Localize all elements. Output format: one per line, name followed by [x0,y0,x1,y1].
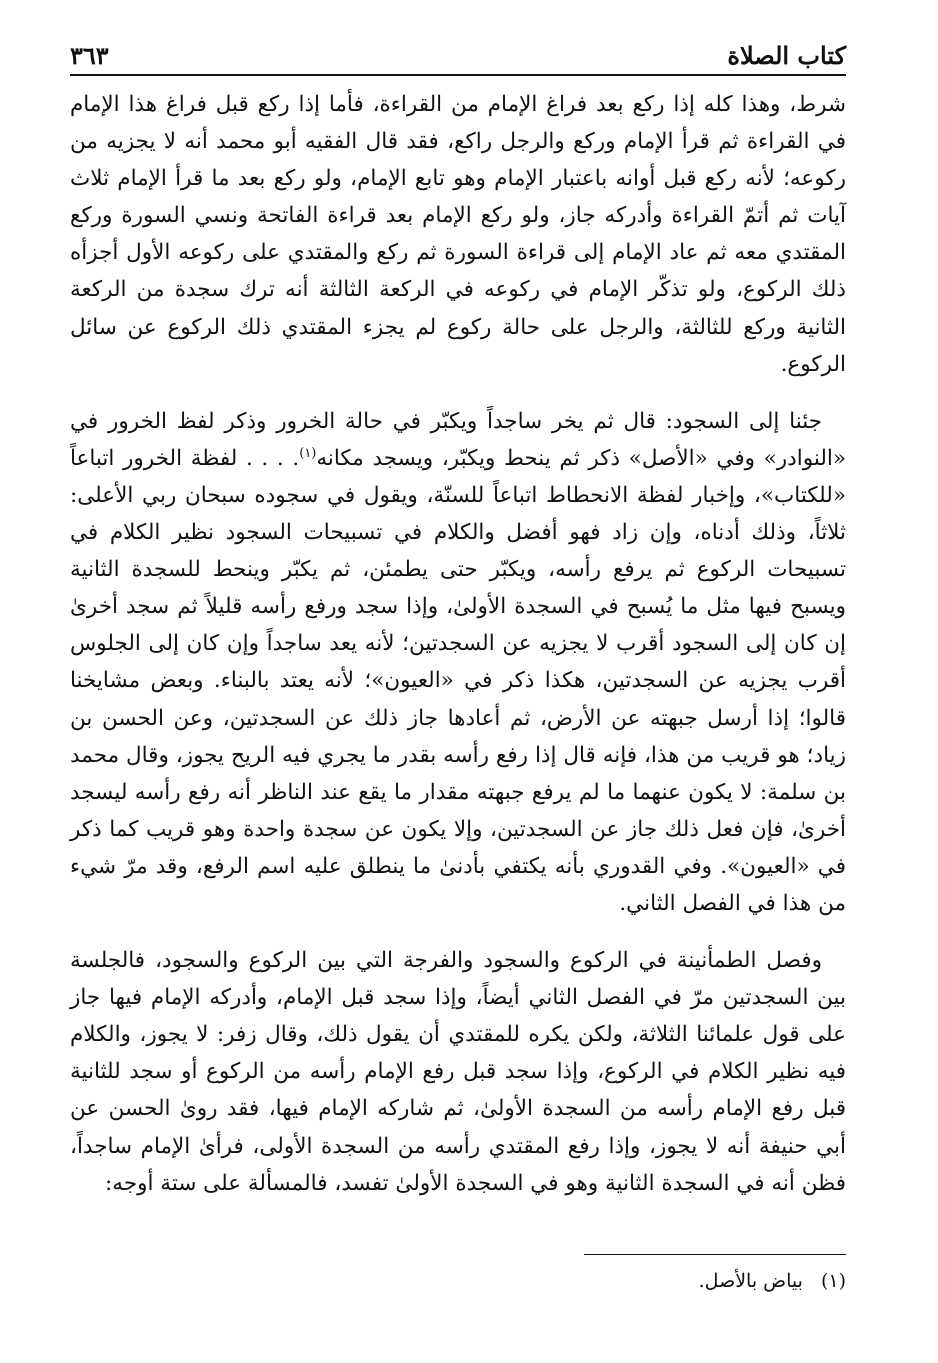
header-rule [70,74,846,76]
paragraph-text: وفصل الطمأنينة في الركوع والسجود والفرجة التي بين الركوع والسجود، فالجلسة بين السجدتين مرّ في الفصل الثاني أيضاً، وإذا سجد قبل الإمام، وأدركه الإمام فيها جاز على قول علمائنا الثلاثة، ولكن يكره للمقتدي أن يقول ذلك، وقال زفر: لا يجوز، والكلام فيه نظير الكلام في الركوع، وإذا سجد قبل رفع الإمام رأسه من الركوع أو سجد للثانية قبل رفع الإمام رأسه من السجدة الأولىٰ، ثم شاركه الإمام فيها، فقد روىٰ الحسن عن أبي حنيفة أنه لا يجوز، وإذا رفع المقتدي رأسه من السجدة الأولى، فرأىٰ الإمام ساجداً، فظن أنه في السجدة الثانية وهو في السجدة الأولىٰ تفسد، فالمسألة على ستة أوجه: [70,948,846,1196]
footnote-number: (١) [820,1270,846,1292]
paragraph-text: جئنا إلى السجود: قال ثم يخر ساجداً ويكبّر في حالة الخرور وذكر لفظ الخرور في «النوادر» وفي «الأصل» ذكر ثم ينحط ويكبّر، ويسجد مكانه [70,408,847,471]
main-text [70,86,846,1202]
footnote [699,1266,846,1296]
running-title: كتاب الصلاة [727,41,846,70]
footnote-text: بياض بالأصل. [698,1270,803,1292]
paragraph [70,942,846,1202]
footnote-reference[interactable]: (١) [299,445,317,461]
paragraph-text-continued: . . . . لفظة الخرور اتباعاً «للكتاب»، وإخبار لفظة الانحطاط اتباعاً للسنّة، ويقول في سجوده سبحان ربي الأعلى: ثلاثاً، وذلك أدناه، وإن زاد فهو أفضل والكلام في تسبيحات السجود نظير الكلام في تسبيحات الركوع ثم يرفع رأسه، ويكبّر حتى يطمئن، ثم يكبّر وينحط للسجدة الثانية ويسبح فيها مثل ما يُسبح في السجدة الأولىٰ، وإذا سجد ورفع رأسه قليلاً ثم سجد أخرىٰ إن كان إلى السجود أقرب لا يجزيه عن السجدتين؛ لأنه يعد ساجداً وإن كان إلى الجلوس أقرب يجزيه عن السجدتين، هكذا ذكر في «العيون»؛ لأنه يعتد بالبناء. وبعض مشايخنا قالوا؛ إذا أرسل جبهته عن الأرض، ثم أعادها جاز ذلك عن السجدتين، وعن الحسن بن زياد؛ هو قريب من هذا، فإنه قال إذا رفع رأسه بقدر ما يجري فيه الريح يجوز، وقال محمد بن سلمة: لا يكون عنهما ما لم يرفع جبهته مقدار ما يقع عند الناظر أنه رفع رأسه ليسجد أخرىٰ، فإن فعل ذلك جاز عن السجدتين، وإلا يكون عن سجدة واحدة وهو قريب كما ذكر في «العيون». وفي القدوري بأنه يكتفي بأدنىٰ ما ينطلق عليه اسم الرفع، وقد مرّ شيء من هذا في الفصل الثاني. [70,445,846,916]
page-header [70,30,846,70]
footnote-rule [584,1254,846,1255]
page-number: ٣٦٣ [70,41,109,70]
paragraph [70,86,846,383]
paragraph-text: شرط، وهذا كله إذا ركع بعد فراغ الإمام من القراءة، فأما إذا ركع قبل فراغ هذا الإمام في القراءة ثم قرأ الإمام وركع والرجل راكع، فقد قال الفقيه أبو محمد أنه لا يجزيه من ركوعه؛ لأنه ركع قبل أوانه باعتبار الإمام وهو تابع الإمام، ولو ركع بعد ما قرأ الإمام ثلاث آيات ثم أتمّ القراءة وأدركه جاز، ولو ركع الإمام بعد قراءة الفاتحة ونسي السورة وركع المقتدي معه ثم عاد الإمام إلى قراءة السورة ثم ركع والمقتدي على ركوعه الأول أجزأه ذلك الركوع، ولو تذكّر الإمام في ركوعه في الركعة الثالثة أنه ترك سجدة من الركعة الثانية وركع للثالثة، والرجل على حالة ركوع لم يجزء المقتدي ذلك الركوع عن سائل الركوع. [70,92,846,377]
paragraph [70,403,846,922]
